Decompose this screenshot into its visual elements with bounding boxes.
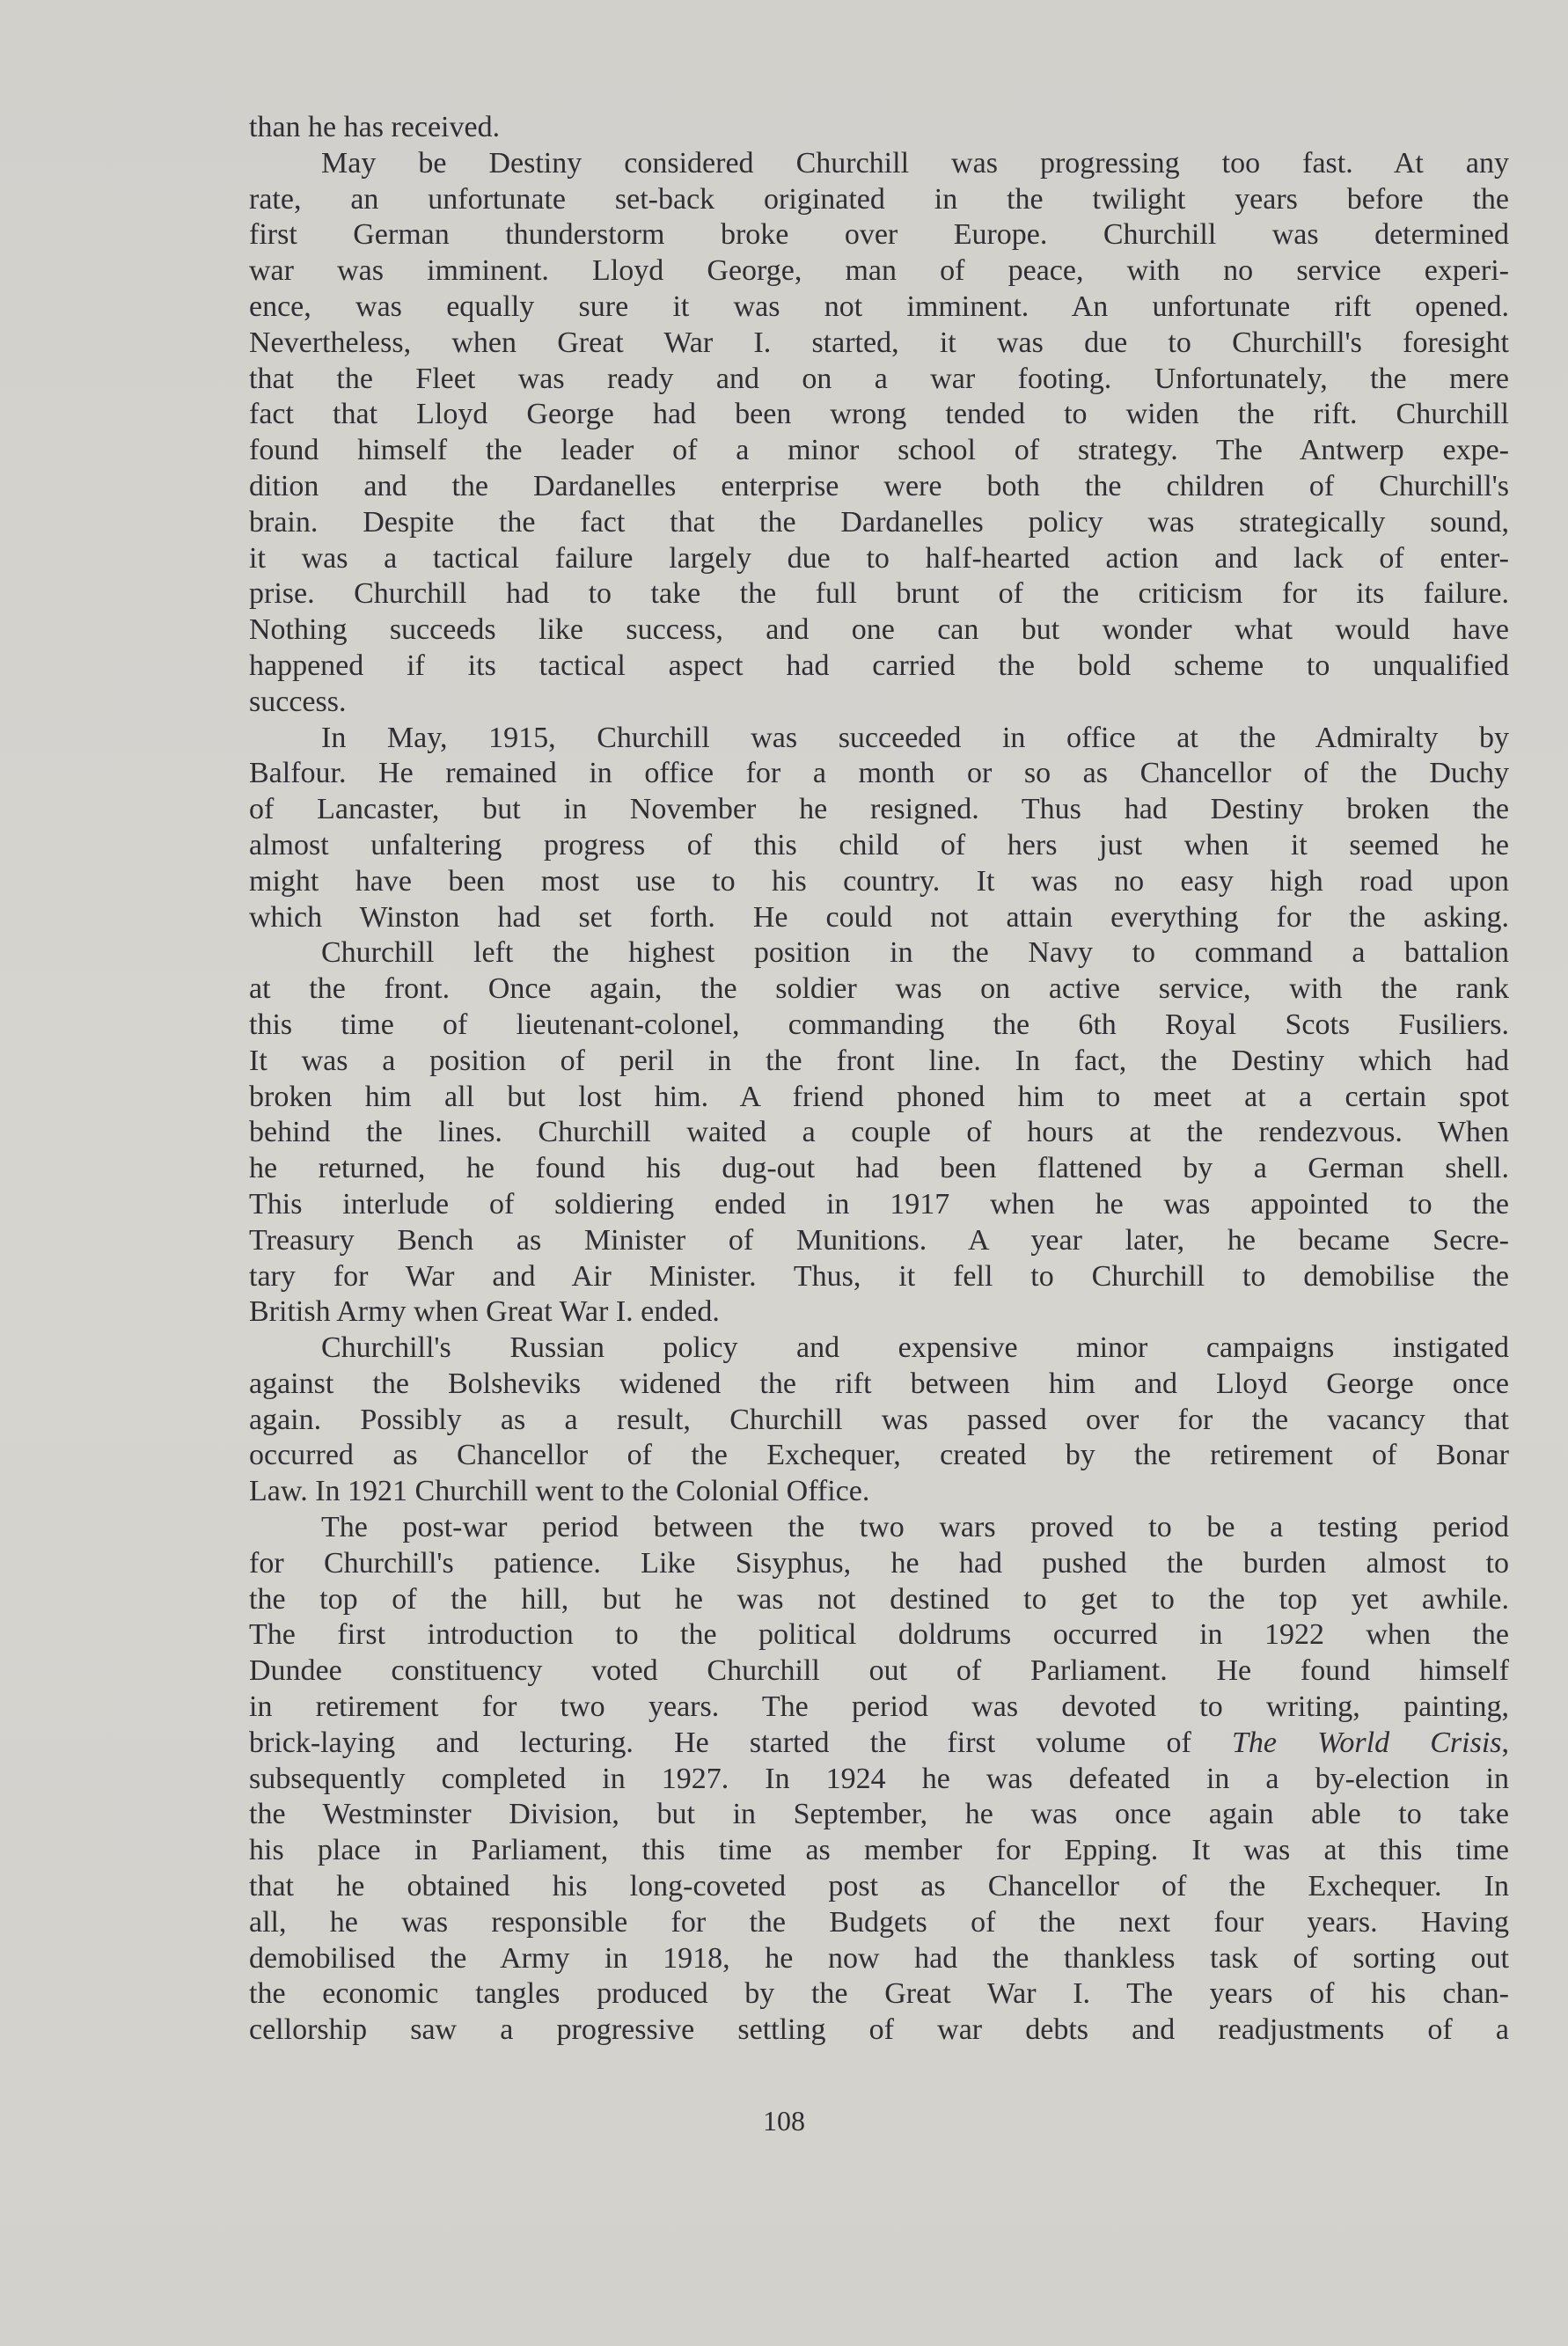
text-line: the Westminster Division, but in September, he was once again able to take — [249, 1798, 1509, 1831]
text-line: of Lancaster, but in November he resigned. Thus had Destiny broken the — [249, 793, 1509, 826]
text-line: ence, was equally sure it was not imminent. An unfortunate rift opened. — [249, 290, 1509, 323]
text-line: tary for War and Air Minister. Thus, it fell to Churchill to demobilise the — [249, 1259, 1509, 1293]
text-line: It was a position of peril in the front line. In fact, the Destiny which had — [249, 1044, 1509, 1077]
text-line: behind the lines. Churchill waited a couple of hours at the rendezvous. When — [249, 1116, 1509, 1149]
text-line: Dundee constituency voted Churchill out of Parliament. He found himself — [249, 1654, 1509, 1688]
text-line: the top of the hill, but he was not destined to get to the top yet awhile. — [249, 1582, 1509, 1616]
text-line: against the Bolsheviks widened the rift between him and Lloyd George once — [249, 1367, 1509, 1400]
text-line: prise. Churchill had to take the full brunt of the criticism for its failure. — [249, 577, 1509, 611]
text-line: May be Destiny considered Churchill was progressing too fast. At any — [321, 146, 1509, 180]
text-line: happened if its tactical aspect had carried the bold scheme to unqualified — [249, 649, 1509, 682]
text-line: subsequently completed in 1927. In 1924 he was defeated in a by-election in — [249, 1762, 1509, 1795]
text-line: brick-laying and lecturing. He started the first volume of The World Crisis, — [249, 1726, 1509, 1759]
text-line: Nevertheless, when Great War I. started, it was due to Churchill's foresight — [249, 326, 1509, 359]
text-line: Law. In 1921 Churchill went to the Colonial Office. — [249, 1475, 870, 1508]
text-line: occurred as Chancellor of the Exchequer, created by the retirement of Bonar — [249, 1439, 1509, 1472]
text-line: war was imminent. Lloyd George, man of peace, with no service experi- — [249, 254, 1509, 288]
text-line: his place in Parliament, this time as member for Epping. It was at this time — [249, 1834, 1509, 1867]
text-line: it was a tactical failure largely due to half-hearted action and lack of enter- — [249, 541, 1509, 575]
text-line: that he obtained his long-coveted post as Chancellor of the Exchequer. In — [249, 1870, 1509, 1903]
text-line: Churchill left the highest position in the Navy to command a battalion — [321, 936, 1509, 970]
text-line: he returned, he found his dug-out had been flattened by a German shell. — [249, 1152, 1509, 1185]
text-line: fact that Lloyd George had been wrong tended to widen the rift. Churchill — [249, 398, 1509, 431]
text-line: rate, an unfortunate set-back originated in the twilight years before the — [249, 182, 1509, 216]
text-line: again. Possibly as a result, Churchill was passed over for the vacancy that — [249, 1403, 1509, 1436]
text-line: cellorship saw a progressive settling of war debts and readjustments of a — [249, 2013, 1509, 2047]
text-line: Treasury Bench as Minister of Munitions. A year later, he became Secre- — [249, 1223, 1509, 1257]
text-line: British Army when Great War I. ended. — [249, 1295, 720, 1329]
text-line: that the Fleet was ready and on a war footing. Unfortunately, the mere — [249, 362, 1509, 395]
text-line: The first introduction to the political doldrums occurred in 1922 when the — [249, 1618, 1509, 1652]
text-line: found himself the leader of a minor school of strategy. The Antwerp expe- — [249, 434, 1509, 467]
text-line: in retirement for two years. The period was devoted to writing, painting, — [249, 1690, 1509, 1724]
text-line: The post-war period between the two wars proved to be a testing period — [321, 1511, 1509, 1544]
text-line: Balfour. He remained in office for a month or so as Chancellor of the Duchy — [249, 757, 1509, 790]
text-line: Nothing succeeds like success, and one can but wonder what would have — [249, 613, 1509, 647]
text-line: this time of lieutenant-colonel, commanding the 6th Royal Scots Fusiliers. — [249, 1008, 1509, 1041]
page-number: 108 — [763, 2105, 805, 2137]
text-line: first German thunderstorm broke over Europe. Churchill was determined — [249, 218, 1509, 252]
text-line: success. — [249, 685, 347, 718]
text-line: at the front. Once again, the soldier was on active service, with the rank — [249, 972, 1509, 1006]
text-line: demobilised the Army in 1918, he now had the thankless task of sorting out — [249, 1941, 1509, 1975]
book-title: The World Crisis — [1232, 1726, 1502, 1759]
text-line: almost unfaltering progress of this child of hers just when it seemed he — [249, 828, 1509, 861]
text-line: This interlude of soldiering ended in 1917 when he was appointed to the — [249, 1187, 1509, 1221]
text-line: the economic tangles produced by the Great War I. The years of his chan- — [249, 1977, 1509, 2011]
text-line: for Churchill's patience. Like Sisyphus, he had pushed the burden almost to — [249, 1546, 1509, 1580]
text-line: which Winston had set forth. He could not attain everything for the asking. — [249, 900, 1509, 934]
text-line: In May, 1915, Churchill was succeeded in office at the Admiralty by — [321, 721, 1509, 754]
text-line: Churchill's Russian policy and expensive minor campaigns instigated — [321, 1331, 1509, 1365]
text-line: dition and the Dardanelles enterprise were both the children of Churchill's — [249, 469, 1509, 502]
text-line: broken him all but lost him. A friend phoned him to meet at a certain spot — [249, 1080, 1509, 1113]
text-line: all, he was responsible for the Budgets of the next four years. Having — [249, 1905, 1509, 1939]
body-text — [249, 110, 1509, 2049]
text-line: might have been most use to his country. It was no easy high road upon — [249, 864, 1509, 898]
text-line: brain. Despite the fact that the Dardanelles policy was strategically sound, — [249, 505, 1509, 539]
text-line: than he has received. — [249, 111, 501, 143]
